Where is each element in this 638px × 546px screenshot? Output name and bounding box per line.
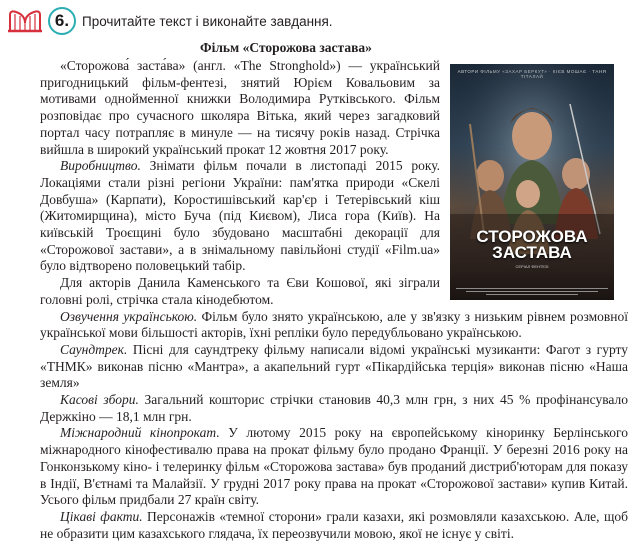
paragraph-facts: Цікаві факти. Персонажів «темної сторони» грали казахи, які розмовляли казахською. Але, щоб не образити цим казахського глядача, їх переозвучили мовою, якої не існує у світі.: [40, 508, 629, 541]
article-title: Фільм «Сторожова застава»: [200, 40, 372, 55]
poster-subtitle: СЕРІАЛ ФЕНТЕЗІ: [515, 264, 549, 269]
poster-title-line1: СТОРОЖОВА: [476, 227, 588, 246]
poster-title-line2: ЗАСТАВА: [492, 243, 572, 262]
article-body: [40, 58, 628, 542]
paragraph-actors: Для акторів Данила Каменського та Єви Кошової, які зіграли головні ролі, стрічка стала кінодебютом.: [40, 275, 440, 307]
paragraph-budget: Касові збори. Загальний кошторис стрічки становив 40,3 млн грн, з них 45 % профінансувало Держкіно — 18,1 млн грн.: [40, 392, 628, 424]
harp-icon: [6, 9, 44, 35]
paragraph-distribution: Міжнародний кінопрокат. У лютому 2015 року на європейському кіноринку Берлінського міжнародного кінофестивалю права на прокат фільму було продано Франції. У березні 2016 року на Гонконзькому кіно- і телеринку фільм «Сторожова застава» був проданий дистриб'юторам для показу в Індії, В'єтнамі та Малайзії. У грудні 2017 року права на прокат «Сторожової застави» купив Китай. Усього фільм придбали 27 країн світу.: [40, 425, 628, 508]
task-instruction: Прочитайте текст і виконайте завдання.: [82, 14, 333, 29]
paragraph-production: Виробництво. Знімати фільм почали в листопаді 2015 року. Локаціями стали різні регіони України: пам'ятка природи «Скелі Довбуша» (Карпати), Коростишівський кар'єр і Тетерівський кіш (Житомирщина), місто Буча (під Києвом), Лиса гора (Київ). На київській Троєщині було збудовано масштабні декорації для «Сторожової застави», а в знімальному павільйоні студії «Film.ua» було відтворено половецький табір.: [40, 158, 440, 274]
paragraph-intro: «Сторожова́ заста́ва» (англ. «The Stronghold») — український пригодницький фільм-фентезі, знятий Юрієм Ковальовим за мотивами однойменної книжки Володимира Рутківського. Фільм розповідає про сучасного школяра Вітька, який через загадковий портал часу потрапляє в минуле — на тисячу років назад. Стрічка вийшла в широкий український прокат 12 жовтня 2017 року.: [40, 58, 440, 157]
paragraph-dubbing: Озвучення українською. Фільм було знято українською, але у зв'язку з низьким рівнем розмовної української мови більшості акторів, їхні репліки було передубльовано українською.: [40, 308, 628, 341]
paragraph-soundtrack: Саундтрек. Пісні для саундтреку фільму написали відомі українські музиканти: Фагот з гурту «ТНМК» виконав пісню «Мантра», а акапельний гурт «Пікардійська терція» виконав пісню «Наша земля»: [40, 341, 628, 391]
task-header: [6, 4, 626, 38]
task-number: 6.: [48, 7, 76, 35]
